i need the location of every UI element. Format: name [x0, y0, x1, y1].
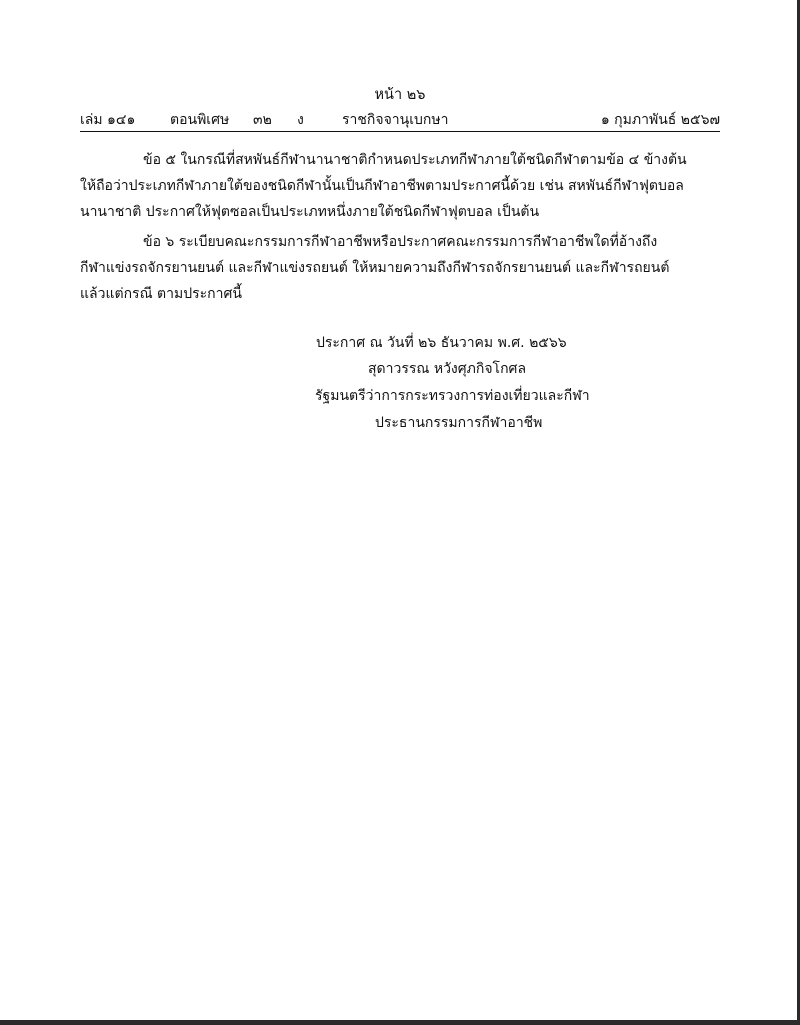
page-number: หน้า ๒๖	[374, 87, 426, 103]
header-issue-number: ๓๒	[253, 112, 272, 128]
header-issue-label: ตอนพิเศษ	[170, 112, 230, 128]
signer-role: ประธานกรรมการกีฬาอาชีพ	[375, 415, 543, 431]
header-volume: เล่ม ๑๔๑	[80, 112, 136, 128]
clause5-line-1: ข้อ ๕ ในกรณีที่สหพันธ์กีฬานานาชาติกำหนดประเภทกีฬาภายใต้ชนิดกีฬาตามข้อ ๔ ข้างต้น	[143, 152, 687, 168]
header-date: ๑ กุมภาพันธ์ ๒๕๖๗	[600, 112, 720, 128]
gazette-header	[80, 109, 720, 132]
signer-position: รัฐมนตรีว่าการกระทรวงการท่องเที่ยวและกีฬา	[315, 388, 590, 404]
clause5-line-3: นานาชาติ ประกาศให้ฟุตซอลเป็นประเภทหนึ่งภายใต้ชนิดกีฬาฟุตบอล เป็นต้น	[80, 204, 540, 220]
announcement-date: ประกาศ ณ วันที่ ๒๖ ธันวาคม พ.ศ. ๒๕๖๖	[316, 335, 567, 351]
clause6-line-3: แล้วแต่กรณี ตามประกาศนี้	[80, 286, 242, 302]
clause6-line-2: กีฬาแข่งรถจักรยานยนต์ และกีฬาแข่งรถยนต์ ให้หมายความถึงกีฬารถจักรยานยนต์ และกีฬารถยนต์	[80, 260, 670, 276]
header-gazette-name: ราชกิจจานุเบกษา	[342, 112, 449, 128]
signer-name: สุดาวรรณ หวังศุภกิจโกศล	[368, 361, 527, 377]
clause6-line-1: ข้อ ๖ ระเบียบคณะกรรมการกีฬาอาชีพหรือประกาศคณะกรรมการกีฬาอาชีพใดที่อ้างถึง	[143, 234, 658, 250]
clause5-line-2: ให้ถือว่าประเภทกีฬาภายใต้ของชนิดกีฬานั้นเป็นกีฬาอาชีพตามประกาศนี้ด้วย เช่น สหพันธ์กีฬาฟุตบอล	[80, 178, 684, 194]
header-section: ง	[297, 112, 304, 128]
